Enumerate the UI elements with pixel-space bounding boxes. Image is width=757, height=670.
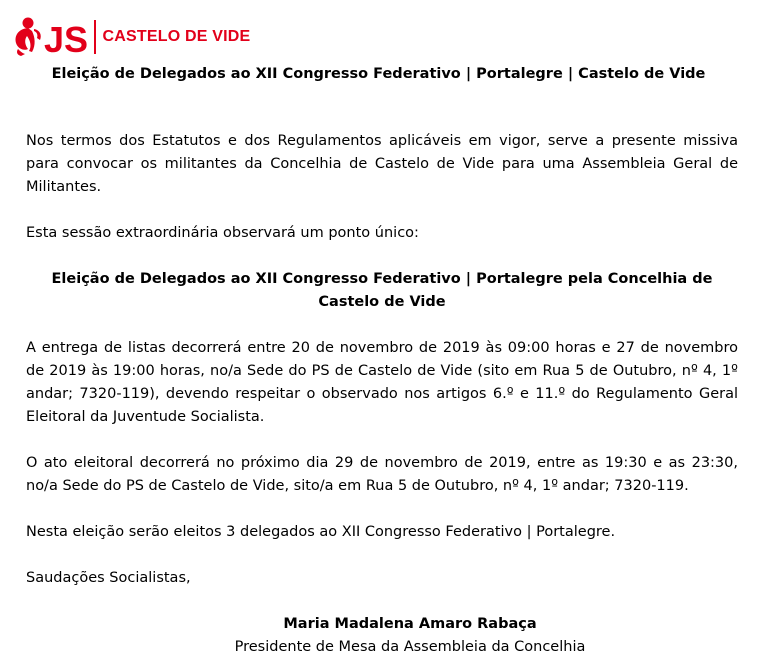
- document-title: Eleição de Delegados ao XII Congresso Federativo | Portalegre | Castelo de Vide: [51, 66, 706, 82]
- session-paragraph: Esta sessão extraordinária observará um ponto único:: [26, 225, 419, 241]
- document-body: [26, 130, 738, 659]
- org-name: CASTELO DE VIDE: [102, 28, 251, 45]
- agenda-item: Eleição de Delegados ao XII Congresso Federativo | Portalegre pela Concelhia de Castelo de Vide: [51, 271, 713, 310]
- signatory-name: Maria Madalena Amaro Rabaça: [283, 616, 537, 632]
- svg-text:JS: JS: [44, 19, 89, 58]
- js-logo-icon: [12, 16, 90, 58]
- intro-paragraph: Nos termos dos Estatutos e dos Regulamentos aplicáveis em vigor, serve a presente missiva para convocar os militantes da Concelhia de Castelo de Vide para uma Assembleia Geral de Militantes.: [26, 133, 738, 195]
- logo-divider: [94, 20, 96, 54]
- greeting: Saudações Socialistas,: [26, 570, 191, 586]
- election-act-paragraph: O ato eleitoral decorrerá no próximo dia 29 de novembro de 2019, entre as 19:30 e as 23:30, no/a Sede do PS de Castelo de Vide, sito/a em Rua 5 de Outubro, nº 4, 1º andar; 7320-119.: [26, 455, 738, 494]
- letterhead: [12, 16, 250, 58]
- lists-paragraph: A entrega de listas decorrerá entre 20 de novembro de 2019 às 09:00 horas e 27 de novembro de 2019 às 19:00 horas, no/a Sede do PS de Castelo de Vide (sito em Rua 5 de Outubro, nº 4, 1º andar; 7320-119), devendo respeitar o observado nos artigos 6.º e 11.º do Regulamento Geral Eleitoral da Juventude Socialista.: [26, 340, 738, 425]
- signature-block: [26, 613, 738, 659]
- signatory-role: Presidente de Mesa da Assembleia da Concelhia: [234, 639, 586, 655]
- delegates-paragraph: Nesta eleição serão eleitos 3 delegados ao XII Congresso Federativo | Portalegre.: [26, 524, 616, 540]
